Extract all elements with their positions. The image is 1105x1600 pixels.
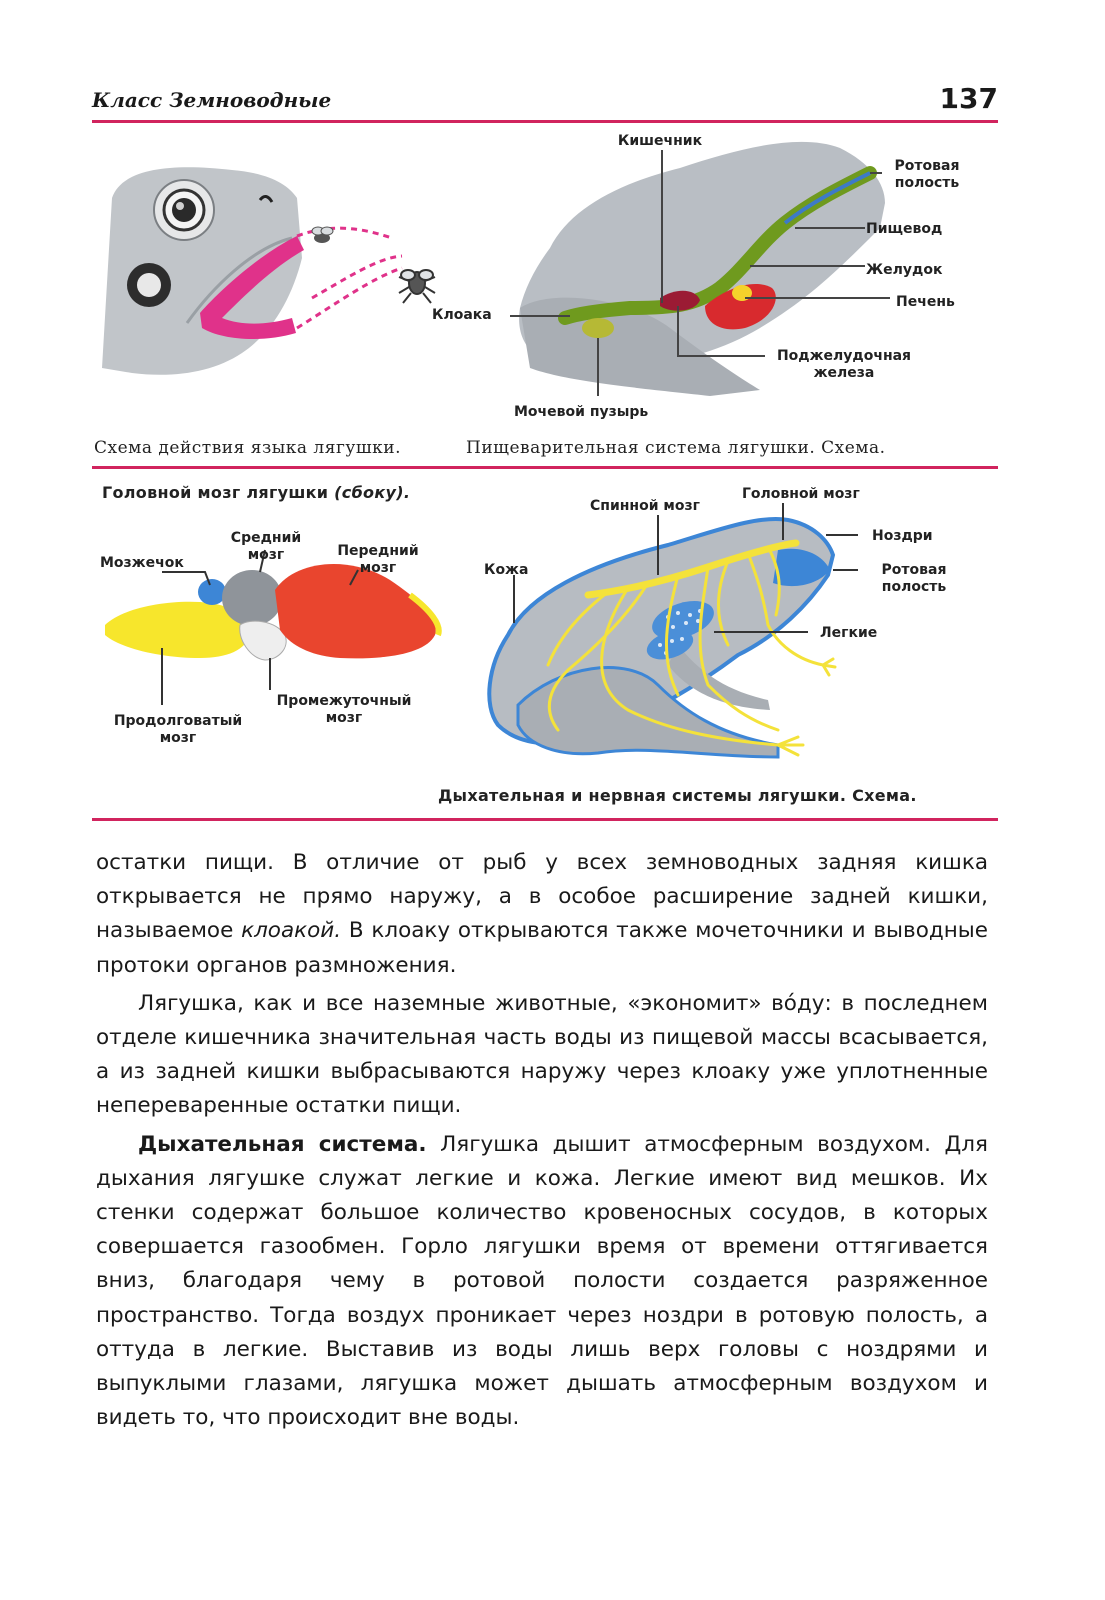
respiratory-diagram [478, 495, 838, 785]
label-nostrils: Ноздри [872, 528, 933, 544]
label-medulla: Продолговатый мозг [113, 713, 243, 746]
caption-tongue: Схема действия языка лягушки. [94, 438, 402, 458]
body-text [96, 846, 988, 1435]
label-spinal-cord: Спинной мозг [590, 498, 700, 514]
label-skin: Кожа [484, 562, 529, 578]
caption-brain: Головной мозг лягушки (сбоку). [102, 483, 411, 502]
mid-rule [92, 466, 998, 469]
label-mouth-cavity-resp: Ротовая полость [881, 562, 947, 595]
running-header-title: Класс Земноводные [92, 88, 332, 112]
tongue-diagram [92, 128, 452, 428]
label-brain-resp: Головной мозг [742, 486, 860, 502]
label-forebrain: Передний мозг [337, 543, 419, 576]
paragraph-2: Лягушка, как и все наземные животные, «экономит» вóду: в последнем отделе кишечника значительная часть воды из пищевой массы всасывается, а из задней кишки выбрасываются наружу через клоаку уже уплотненные непереваренные остатки пищи. [96, 990, 988, 1119]
caption-respiratory: Дыхательная и нервная системы лягушки. Схема. [438, 786, 917, 805]
label-mouth-cavity-top: Ротовая полость [894, 158, 960, 191]
label-cloaca: Клоака [432, 307, 492, 323]
header-rule [92, 120, 998, 123]
label-pancreas: Поджелудочная железа [776, 348, 912, 381]
label-stomach: Желудок [866, 262, 943, 278]
label-cerebellum: Мозжечок [100, 555, 184, 571]
label-bladder: Мочевой пузырь [514, 404, 649, 420]
label-intestine: Кишечник [617, 133, 703, 149]
paragraph-3: Дыхательная система. Лягушка дышит атмосферным воздухом. Для дыхания лягушке служат легкие и кожа. Легкие имеют вид мешков. Их стенки содержат большое количество кровеносных сосудов, в которых совершается газообмен. Горло лягушки время от времени оттягивается вниз, благодаря чему в ротовой полости создается разряженное пространство. Тогда воздух проникает через ноздри в ротовую полость, а оттуда в легкие. Выставив из воды лишь верх головы с ноздрями и выпуклыми глазами, лягушка может дышать атмосферным воздухом и видеть то, что происходит вне воды. [96, 1131, 988, 1431]
label-esophagus: Пищевод [866, 221, 943, 237]
label-liver: Печень [896, 294, 955, 310]
label-midbrain: Средний мозг [230, 530, 302, 563]
label-diencephalon: Промежуточный мозг [276, 693, 412, 726]
bottom-rule [92, 818, 998, 821]
paragraph-1: остатки пищи. В отличие от рыб у всех земноводных задняя кишка открывается не прямо наружу, а в особое расширение задней кишки, называемое клоакой. В клоаку открываются также мочеточники и выводные протоки органов размножения. [96, 850, 988, 978]
page-number: 137 [939, 82, 998, 115]
label-lungs: Легкие [820, 625, 878, 641]
caption-digestive: Пищеварительная система лягушки. Схема. [466, 438, 886, 458]
